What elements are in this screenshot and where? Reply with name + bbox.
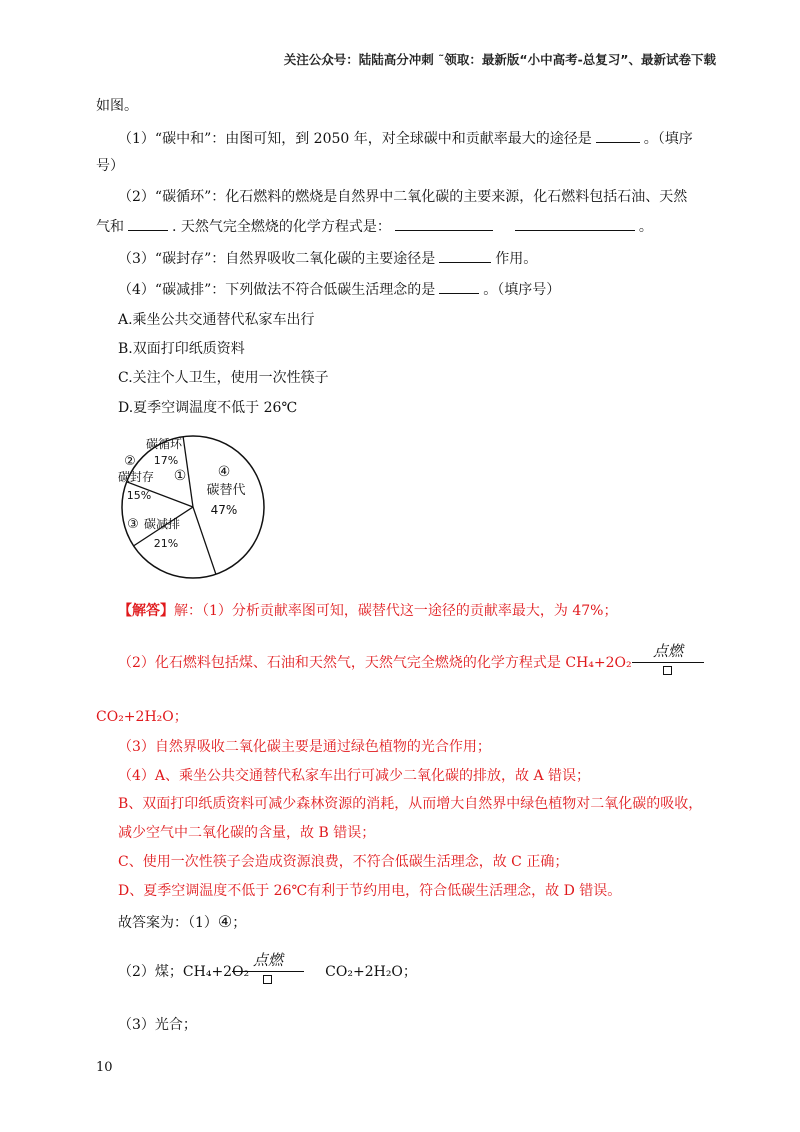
final-answer-2-pre: （2）煤；CH₄+2O₂ bbox=[118, 964, 250, 980]
page-header: 关注公众号：陆陆高分冲刺 ˜领取：最新版“小中高考-总复习”、最新试卷下载 bbox=[283, 52, 716, 67]
answer-blank-2b bbox=[395, 216, 493, 231]
pie-slice-percent-4: 47% bbox=[210, 503, 238, 517]
answer-line-7: 减少空气中二氧化碳的含量，故 B 错误； bbox=[118, 825, 376, 841]
answer-text-1: 解：（1）分析贡献率图可知，碳替代这一途径的贡献率最大，为 47%； bbox=[174, 603, 618, 619]
pie-slice-name-4: 碳替代 bbox=[206, 483, 246, 498]
pie-slice-number-4: ④ bbox=[217, 464, 231, 480]
question-3-text: （3）“碳封存”：自然界吸收二氧化碳的主要途径是 bbox=[118, 251, 436, 267]
final-reaction-condition-box bbox=[263, 975, 272, 984]
page-number: 10 bbox=[96, 1060, 113, 1075]
answer-blank-1 bbox=[596, 128, 640, 143]
question-3-tail: 作用。 bbox=[495, 251, 538, 267]
answer-line-9: D、夏季空调温度不低于 26℃有利于节约用电，符合低碳生活理念，故 D 错误。 bbox=[118, 883, 622, 899]
question-1-text: （1）“碳中和”：由图可知，到 2050 年，对全球碳中和贡献率最大的途径是 bbox=[118, 131, 592, 147]
final-answer-1 bbox=[118, 912, 246, 933]
answer-blank-3 bbox=[439, 248, 491, 263]
reaction-condition bbox=[632, 640, 704, 686]
question-4-tail: 。（填序号） bbox=[483, 282, 561, 298]
pie-slice-number-3: ③ bbox=[127, 517, 139, 532]
question-4-text: （4）“碳减排”：下列做法不符合低碳生活理念的是 bbox=[118, 282, 436, 298]
final-answer-3: （3）光合； bbox=[118, 1017, 197, 1033]
question-2-end: 。 bbox=[638, 219, 653, 235]
option-b: B.双面打印纸质资料 bbox=[118, 341, 245, 357]
answer-line-2: （2）化石燃料包括煤、石油和天然气，天然气完全燃烧的化学方程式是 CH₄+2O₂ bbox=[118, 655, 632, 671]
question-2: （2）“碳循环”：化石燃料的燃烧是自然界中二氧化碳的主要来源，化石燃料包括石油、天然 bbox=[118, 189, 688, 205]
question-1-cont: 号） bbox=[96, 158, 124, 174]
reaction-condition-text: 点燃 bbox=[652, 642, 683, 660]
option-a: A.乘坐公共交通替代私家车出行 bbox=[118, 312, 315, 328]
answer-blank-2a bbox=[128, 216, 168, 231]
question-1-tail: 。（填序 bbox=[643, 131, 693, 147]
pie-slice-name-3: 碳减排 bbox=[143, 517, 181, 531]
pie-slice-number-1: ① bbox=[173, 468, 187, 484]
pie-slice-name-2: 碳封存 bbox=[118, 470, 155, 484]
final-answer-head: 故答案为：（1） bbox=[118, 915, 218, 931]
contribution-pie-chart bbox=[118, 432, 268, 582]
answer-line-3: CO₂+2H₂O； bbox=[96, 709, 188, 725]
answer-line-1 bbox=[118, 601, 617, 621]
answer-line-6: B、双面打印纸质资料可减少森林资源的消耗，从而增大自然界中绿色植物对二氧化碳的吸收， bbox=[118, 796, 703, 812]
final-reaction-arrow-line bbox=[232, 971, 304, 972]
question-2-text: 气和 bbox=[96, 219, 124, 235]
answer-blank-2c bbox=[515, 216, 635, 231]
reaction-condition-box bbox=[663, 666, 672, 675]
question-intro: 如图。 bbox=[96, 98, 138, 114]
answer-tag: 【解答】 bbox=[118, 603, 174, 619]
pie-slice-name-1: 碳循环 bbox=[145, 437, 183, 451]
pie-slice-number-2: ② bbox=[124, 454, 136, 469]
question-4 bbox=[118, 279, 560, 300]
answer-blank-4 bbox=[439, 279, 479, 294]
pie-slice-percent-1: 17% bbox=[153, 454, 179, 467]
final-answer-1-end: ； bbox=[232, 915, 247, 931]
final-answer-1-value: ④ bbox=[217, 912, 233, 931]
pie-slice-percent-2: 15% bbox=[126, 489, 152, 502]
option-c: C.关注个人卫生，使用一次性筷子 bbox=[118, 370, 329, 386]
answer-line-4: （3）自然界吸收二氧化碳主要是通过绿色植物的光合作用； bbox=[118, 739, 491, 755]
final-reaction-condition-text: 点燃 bbox=[252, 951, 283, 969]
pie-slice-percent-3: 21% bbox=[153, 537, 179, 550]
reaction-arrow-line bbox=[632, 662, 704, 663]
question-2-cont bbox=[96, 216, 653, 237]
option-d: D.夏季空调温度不低于 26℃ bbox=[118, 400, 298, 416]
question-3 bbox=[118, 248, 537, 269]
question-1 bbox=[118, 128, 693, 149]
final-reaction-condition bbox=[232, 949, 304, 995]
final-answer-2-post: CO₂+2H₂O； bbox=[325, 964, 417, 980]
answer-line-8: C、使用一次性筷子会造成资源浪费，不符合低碳生活理念，故 C 正确； bbox=[118, 854, 569, 870]
answer-line-5: （4）A、乘坐公共交通替代私家车出行可减少二氧化碳的排放，故 A 错误； bbox=[118, 768, 591, 784]
question-2-mid: . 天然气完全燃烧的化学方程式是： bbox=[172, 219, 391, 235]
